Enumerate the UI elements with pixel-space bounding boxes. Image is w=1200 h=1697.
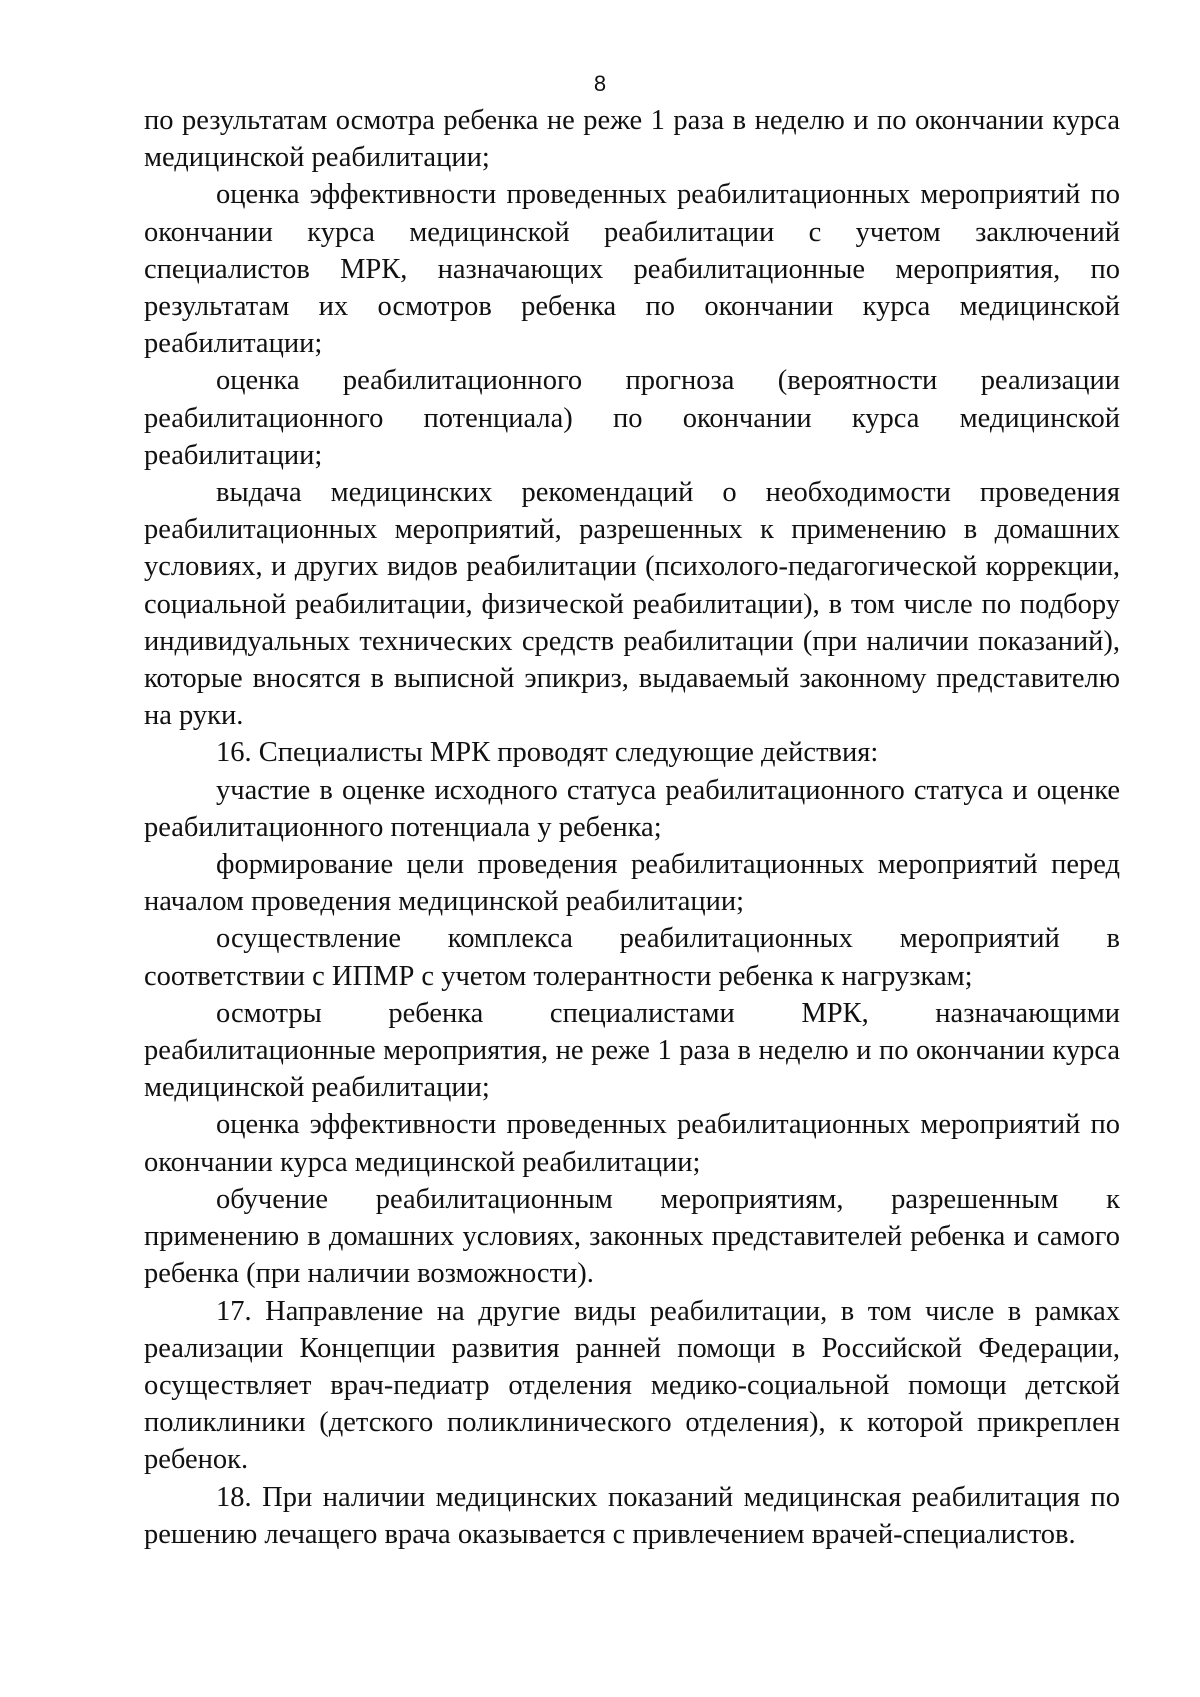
paragraph-recommendations: выдача медицинских рекомендаций о необходимости проведения реабилитационных мероприятий, разрешенных к применению в домашних условиях, и других видов реабилитации (психолого-педагогической коррекции, социальной реабилитации, физической реабилитации), в том числе по подбору индивидуальных технических средств реабилитации (при наличии показаний), которые вносятся в выписной эпикриз, выдаваемый законному представителю на руки. [144,477,1120,732]
paragraph-item-16: 16. Специалисты МРК проводят следующие действия: [216,737,879,769]
paragraph-item-18: 18. При наличии медицинских показаний медицинская реабилитация по решению лечащего врача оказывается с привлечением врачей-специалистов. [144,1481,1120,1550]
paragraph-effectiveness-assessment: оценка эффективности проведенных реабилитационных мероприятий по окончании курса медицинской реабилитации с учетом заключений специалистов МРК, назначающих реабилитационные мероприятия, по результатам их осмотров ребенка по окончании курса медицинской реабилитации; [144,179,1120,360]
paragraph-prognosis-assessment: оценка реабилитационного прогноза (вероятности реализации реабилитационного потенциала) по окончании курса медицинской реабилитации; [144,365,1120,471]
paragraph-effectiveness-evaluation: оценка эффективности проведенных реабилитационных мероприятий по окончании курса медицинской реабилитации; [144,1109,1120,1178]
document-body [144,102,1120,1553]
paragraph-item-17: 17. Направление на другие виды реабилитации, в том числе в рамках реализации Концепции развития ранней помощи в Российской Федерации, осуществляет врач-педиатр отделения медико-социальной помощи детской поликлиники (детского поликлинического отделения), к которой прикреплен ребенок. [144,1295,1120,1476]
paragraph-goal-setting: формирование цели проведения реабилитационных мероприятий перед началом проведения медицинской реабилитации; [144,849,1120,918]
paragraph-measures-complex: осуществление комплекса реабилитационных мероприятий в соответствии с ИПМР с учетом толерантности ребенка к нагрузкам; [144,923,1120,992]
paragraph-examinations: осмотры ребенка специалистами МРК, назначающими реабилитационные мероприятия, не реже 1 раза в неделю и по окончании курса медицинской реабилитации; [144,997,1120,1104]
page-number: 8 [593,71,607,96]
paragraph-initial-status: участие в оценке исходного статуса реабилитационного статуса и оценке реабилитационного потенциала у ребенка; [144,774,1120,843]
paragraph-training: обучение реабилитационным мероприятиям, разрешенным к применению в домашних условиях, законных представителей ребенка и самого ребенка (при наличии возможности). [144,1183,1120,1290]
paragraph-continuation: по результатам осмотра ребенка не реже 1 раза в неделю и по окончании курса медицинской реабилитации; [144,105,1120,174]
